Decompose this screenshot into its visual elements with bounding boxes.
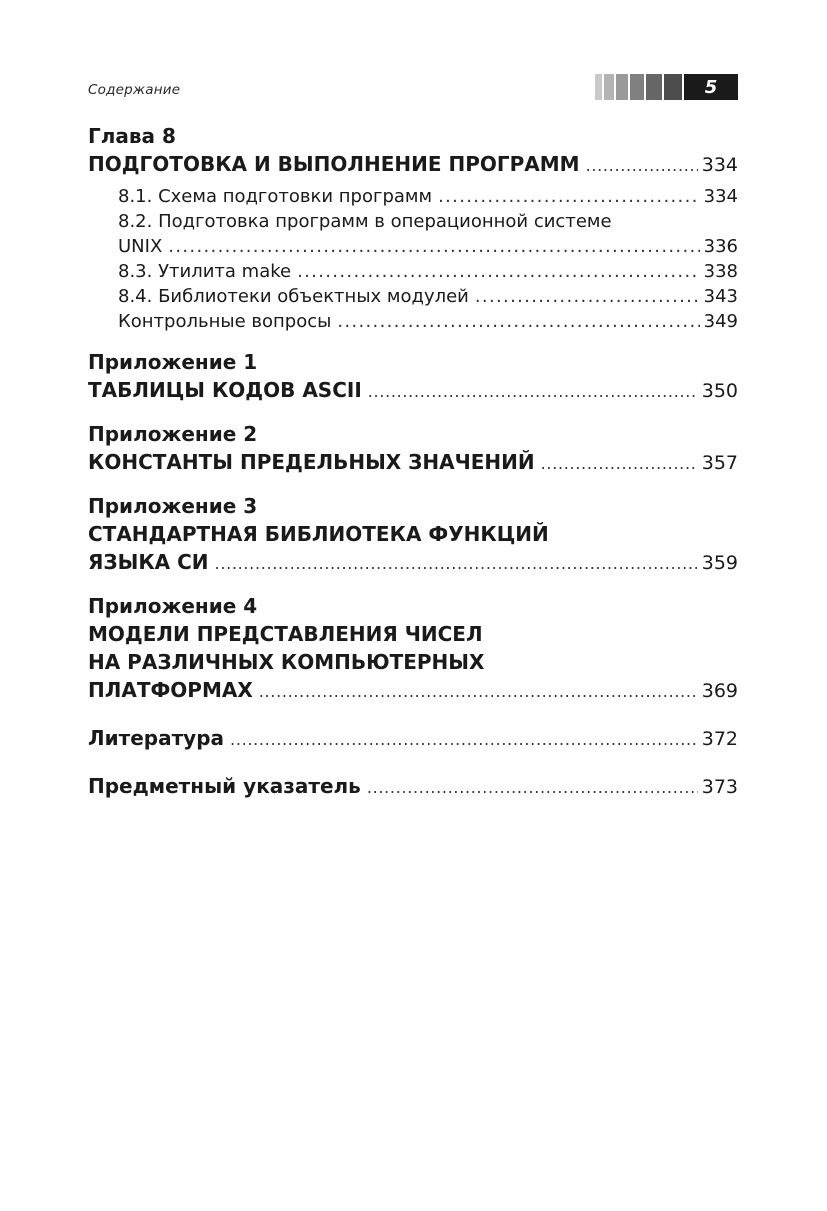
running-title: Содержание [88,82,181,98]
chapter-label: Глава 8 [88,124,176,148]
dot-leader [586,152,698,180]
header-stripe [646,74,664,100]
appendix-label: Приложение 2 [88,422,258,446]
toc-entry-index[interactable] [88,772,738,802]
section-title: Контрольные вопросы [118,311,332,332]
literature-title: Литература [88,726,225,750]
page-ref: 338 [703,261,738,282]
appendix-label: Приложение 4 [88,594,258,618]
page-ref: 334 [703,186,738,207]
chapter-title: ПОДГОТОВКА И ВЫПОЛНЕНИЕ ПРОГРАММ [88,152,580,176]
toc-entry-appendix-4[interactable] [88,676,738,706]
page-number: 5 [684,74,738,100]
section-title: UNIX [118,236,163,257]
toc-appendix-3 [88,492,738,578]
toc-entry-section[interactable] [118,184,738,209]
section-title: 8.3. Утилита make [118,261,292,282]
index-title: Предметный указатель [88,774,361,798]
dot-leader [259,678,698,706]
toc-entry-appendix-2[interactable] [88,448,738,478]
toc-chapter-8 [88,122,738,334]
page-ref: 334 [701,154,738,176]
page-ref: 336 [703,236,738,257]
section-title: 8.1. Схема подготовки программ [118,186,433,207]
page-ref: 372 [701,728,738,750]
appendix-title: ЯЗЫКА СИ [88,550,209,574]
appendix-title-line2[interactable]: НА РАЗЛИЧНЫХ КОМПЬЮТЕРНЫХ [88,650,485,674]
toc-entry-section[interactable] [118,234,738,259]
appendix-title: КОНСТАНТЫ ПРЕДЕЛЬНЫХ ЗНАЧЕНИЙ [88,450,535,474]
toc-entry-section[interactable] [118,284,738,309]
dot-leader [215,550,698,578]
page-header-bar [595,74,738,100]
dot-leader [230,726,698,754]
table-of-contents [88,122,738,816]
toc-entry-literature[interactable] [88,724,738,754]
dot-leader [368,378,698,406]
page-ref: 349 [703,311,738,332]
dot-leader [367,774,698,802]
toc-entry-section[interactable] [118,259,738,284]
page-ref: 369 [701,680,738,702]
page-ref: 359 [701,552,738,574]
toc-entry-section[interactable] [118,309,738,334]
header-stripe [616,74,630,100]
header-stripe [630,74,646,100]
section-title: 8.4. Библиотеки объектных модулей [118,286,469,307]
toc-entry-chapter-8[interactable] [88,150,738,180]
dot-leader [541,450,698,478]
appendix-title-line1[interactable]: МОДЕЛИ ПРЕДСТАВЛЕНИЯ ЧИСЕЛ [88,622,483,646]
page-ref: 343 [703,286,738,307]
toc-appendix-2 [88,420,738,478]
header-stripe [595,74,604,100]
toc-appendix-1 [88,348,738,406]
toc-entry-appendix-3[interactable] [88,548,738,578]
toc-literature [88,724,738,754]
toc-appendix-4 [88,592,738,706]
appendix-title: ПЛАТФОРМАХ [88,678,253,702]
dot-leader [337,309,699,334]
toc-entry-appendix-1[interactable] [88,376,738,406]
appendix-title-line1[interactable]: СТАНДАРТНАЯ БИБЛИОТЕКА ФУНКЦИЙ [88,522,549,546]
dot-leader [297,259,700,284]
decorative-stripes [595,74,684,100]
section-list [118,184,738,334]
section-title-line1[interactable]: 8.2. Подготовка программ в операционной системе [118,211,612,232]
appendix-label: Приложение 1 [88,350,258,374]
dot-leader [438,184,700,209]
page-ref: 373 [701,776,738,798]
appendix-title: ТАБЛИЦЫ КОДОВ ASCII [88,378,362,402]
page-ref: 357 [701,452,738,474]
dot-leader [168,234,699,259]
page-ref: 350 [701,380,738,402]
toc-index [88,772,738,802]
header-stripe [664,74,684,100]
header-stripe [604,74,616,100]
dot-leader [475,284,700,309]
appendix-label: Приложение 3 [88,494,258,518]
